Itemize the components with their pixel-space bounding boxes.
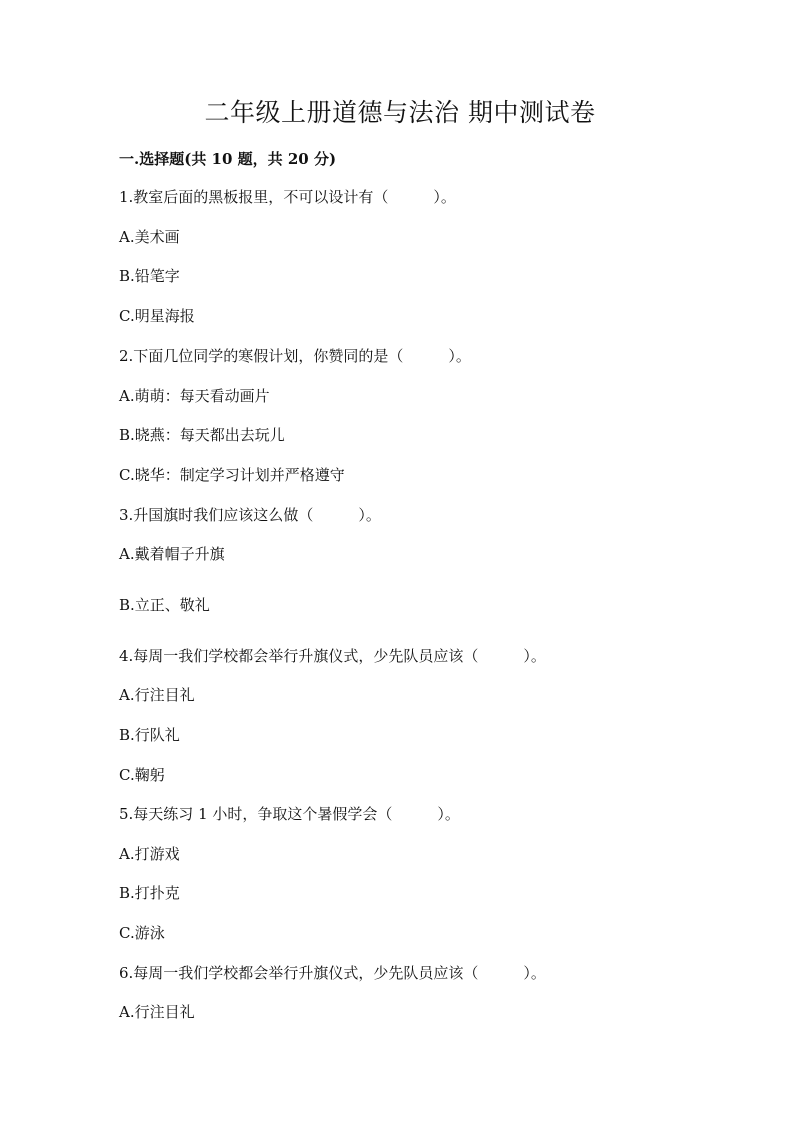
- answer-option: A.打游戏: [119, 845, 180, 863]
- question-stem: 6.每周一我们学校都会举行升旗仪式，少先队员应该（ ）。: [119, 964, 546, 982]
- question-stem: 1.教室后面的黑板报里，不可以设计有（ ）。: [119, 188, 456, 206]
- answer-option: C.晓华：制定学习计划并严格遵守: [119, 466, 345, 484]
- answer-option: A.美术画: [119, 228, 180, 246]
- answer-option: A.萌萌：每天看动画片: [119, 387, 270, 405]
- question-stem: 2.下面几位同学的寒假计划，你赞同的是（ ）。: [119, 347, 471, 365]
- question-stem: 5.每天练习 1 小时，争取这个暑假学会（ ）。: [119, 805, 460, 823]
- exam-title: 二年级上册道德与法治 期中测试卷: [204, 98, 596, 127]
- answer-option: B.打扑克: [119, 884, 180, 902]
- question-stem: 3.升国旗时我们应该这么做（ ）。: [119, 506, 381, 524]
- answer-option: B.晓燕：每天都出去玩儿: [119, 426, 285, 444]
- question-stem: 4.每周一我们学校都会举行升旗仪式，少先队员应该（ ）。: [119, 647, 546, 665]
- section-heading: 一.选择题(共 10 题，共 20 分): [119, 150, 337, 168]
- answer-option: A.戴着帽子升旗: [119, 545, 225, 563]
- answer-option: B.行队礼: [119, 726, 180, 744]
- answer-option: C.游泳: [119, 924, 165, 942]
- answer-option: C.鞠躬: [119, 766, 165, 784]
- answer-option: C.明星海报: [119, 307, 195, 325]
- answer-option: A.行注目礼: [119, 686, 195, 704]
- answer-option: A.行注目礼: [119, 1003, 195, 1021]
- answer-option: B.立正、敬礼: [119, 596, 210, 614]
- answer-option: B.铅笔字: [119, 267, 180, 285]
